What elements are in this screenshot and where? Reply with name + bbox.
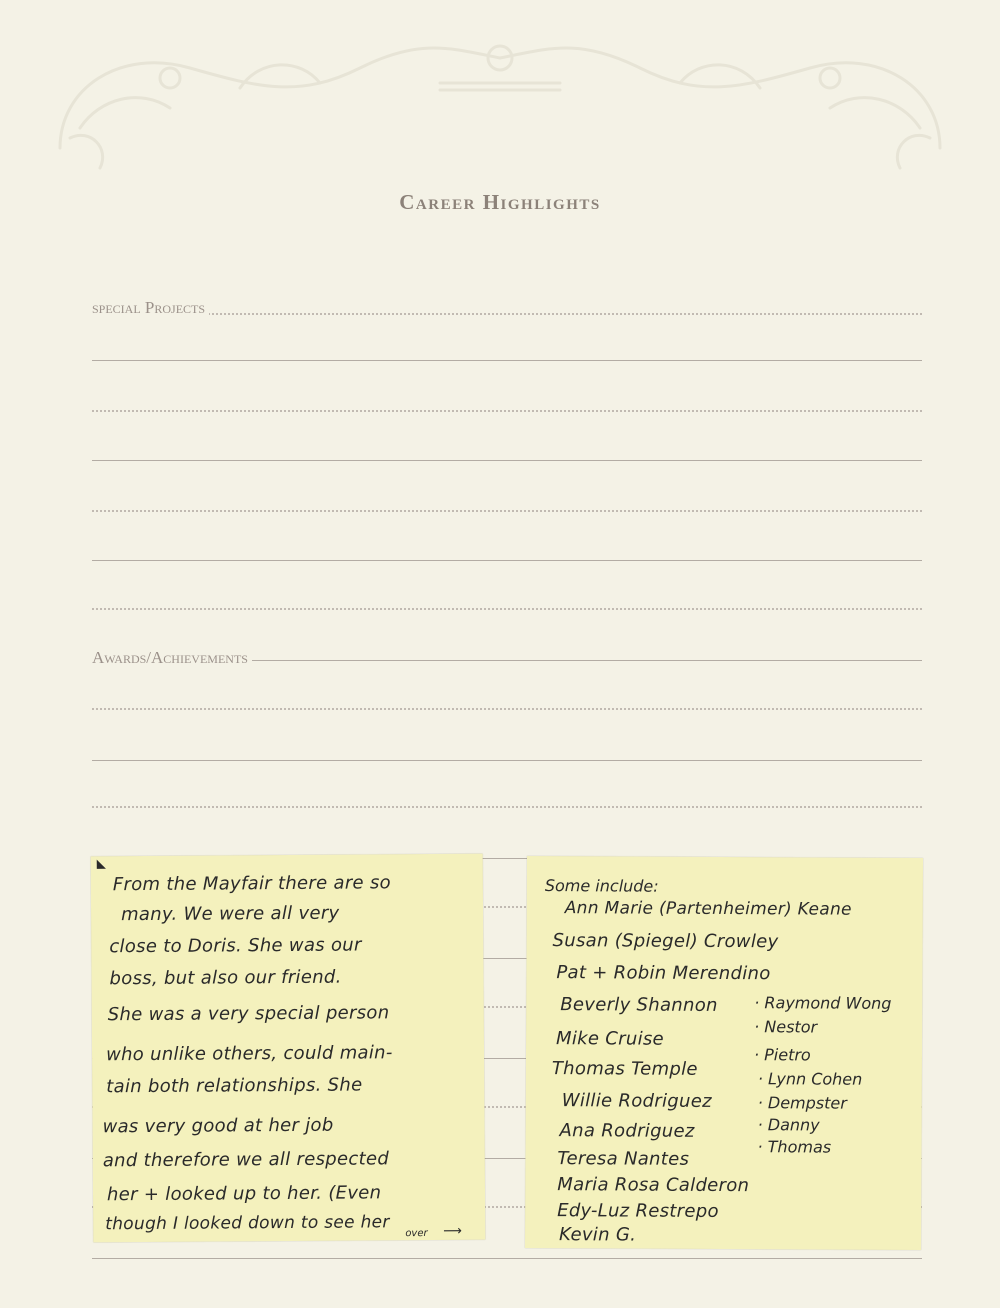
name-entry: Ana Rodriguez [559, 1120, 695, 1142]
bullet-name: · Thomas [757, 1137, 832, 1157]
arrow-icon: ◣ [96, 856, 106, 871]
bullet-name: · Raymond Wong [754, 993, 892, 1013]
note-line: though I looked down to see her [105, 1212, 390, 1235]
name-entry: Edy-Luz Restrepo [557, 1200, 719, 1222]
note-heading: Some include: [544, 876, 659, 896]
special-projects-label: special Projects [92, 298, 209, 318]
bullet-name: · Danny [757, 1115, 820, 1135]
dotted-line [92, 410, 922, 412]
name-entry: Maria Rosa Calderon [557, 1174, 750, 1197]
note-line: close to Doris. She was our [109, 934, 362, 958]
note-line: who unlike others, could main- [105, 1042, 393, 1066]
ruled-line [92, 1258, 922, 1259]
dotted-line [92, 806, 922, 808]
over-label: over [405, 1228, 428, 1240]
note-line: tain both relationships. She [106, 1074, 363, 1098]
dotted-line [92, 608, 922, 610]
sticky-note-left [91, 854, 486, 1243]
dotted-line [92, 510, 922, 512]
bullet-name: · Dempster [757, 1093, 847, 1113]
ruled-line [92, 760, 922, 761]
ruled-line [92, 560, 922, 561]
name-entry: Beverly Shannon [560, 994, 718, 1016]
ruled-line [92, 360, 922, 361]
name-entry: Pat + Robin Merendino [556, 962, 771, 985]
name-entry: Willie Rodriguez [561, 1090, 712, 1112]
arrow-right-icon: ⟶ [443, 1223, 462, 1239]
note-line: her + looked up to her. (Even [106, 1182, 382, 1206]
name-entry: Mike Cruise [556, 1028, 665, 1050]
page-title: Career Highlights [399, 190, 601, 214]
sticky-note-right [525, 856, 923, 1250]
bullet-name: · Pietro [753, 1045, 811, 1065]
dotted-line [92, 313, 922, 315]
note-line: and therefore we all respected [102, 1148, 390, 1172]
name-entry: Susan (Spiegel) Crowley [552, 930, 779, 953]
name-entry: Teresa Nantes [557, 1148, 690, 1170]
note-line: She was a very special person [107, 1002, 390, 1026]
note-line: boss, but also our friend. [109, 966, 342, 990]
name-entry: Ann Marie (Partenheimer) Keane [564, 898, 852, 920]
bullet-name: · Lynn Cohen [757, 1069, 863, 1089]
name-entry: Thomas Temple [551, 1058, 698, 1080]
name-entry: Kevin G. [558, 1224, 637, 1246]
note-line: was very good at her job [102, 1114, 334, 1138]
dotted-line [92, 708, 922, 710]
awards-achievements-label: Awards/Achievements [92, 648, 252, 668]
note-line: many. We were all very [120, 902, 340, 926]
embossed-ornament [40, 28, 960, 178]
bullet-name: · Nestor [754, 1017, 818, 1037]
ruled-line [92, 460, 922, 461]
note-line: From the Mayfair there are so [112, 872, 391, 896]
